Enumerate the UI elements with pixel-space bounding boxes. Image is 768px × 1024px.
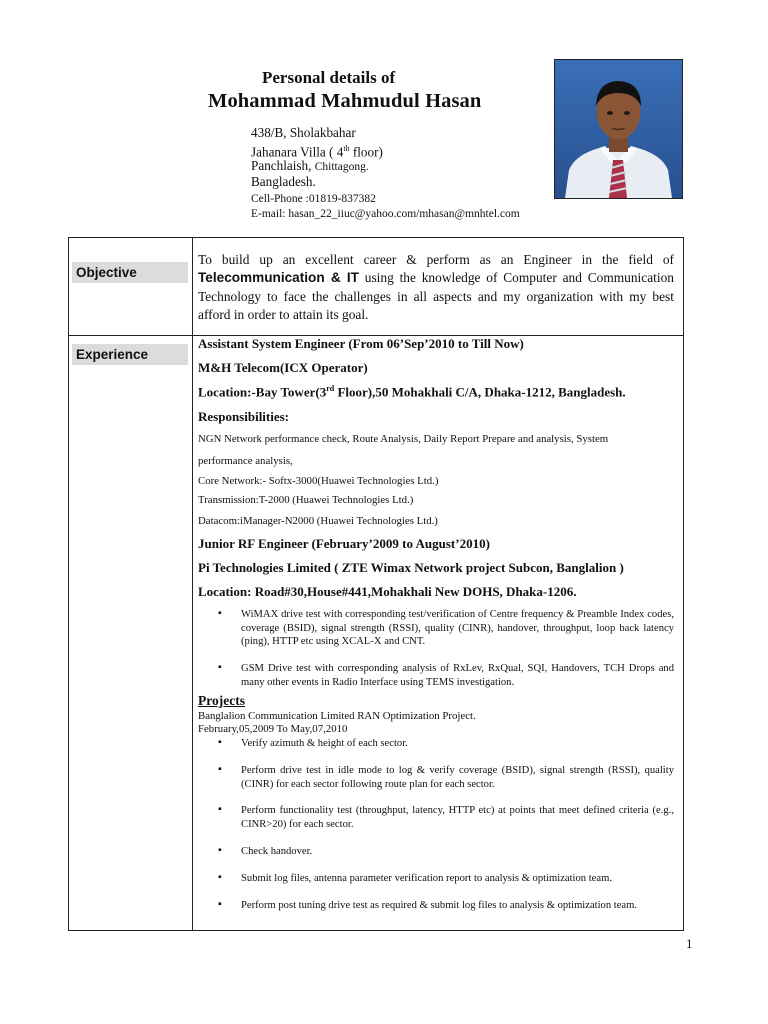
page-number: 1 bbox=[686, 936, 693, 951]
job2-bullet: WiMAX drive test with corresponding test/verification of Centre frequency & Preamble Index codes, coverage (BSID), signal strength (RSSI), quality (CINR), handover, throughput, loop back latency (ping), HTTP etc using XCAL-X and CNT. bbox=[241, 609, 674, 647]
objective-text: To build up an excellent career & perform as an Engineer in the field of Telecommunication & IT using the knowledge of Computer and Communication Technology to face the challenges in all aspects and my organization with my best afford in order to attain its goal. bbox=[198, 252, 674, 323]
job1-company: M&H Telecom(ICX Operator) bbox=[198, 360, 368, 375]
job1-resp-line: Transmission:T-2000 (Huawei Technologies Ltd.) bbox=[198, 494, 414, 506]
bullet-icon: ▪ bbox=[218, 662, 222, 673]
bullet-icon: ▪ bbox=[218, 804, 222, 815]
address-line-1: 438/B, Sholakbahar bbox=[251, 125, 356, 140]
column-divider bbox=[192, 237, 193, 930]
bullet-icon: ▪ bbox=[218, 872, 222, 883]
project-bullet: Perform post tuning drive test as required & submit log files to analysis & optimization team. bbox=[241, 900, 638, 911]
objective-label: Objective bbox=[72, 262, 188, 283]
job1-resp-line: performance analysis, bbox=[198, 455, 293, 467]
phone: Cell-Phone :01819-837382 bbox=[251, 193, 376, 205]
job1-title: Assistant System Engineer (From 06’Sep’2010 to Till Now) bbox=[198, 336, 524, 351]
experience-label: Experience bbox=[72, 344, 188, 365]
job1-responsibilities-label: Responsibilities: bbox=[198, 409, 290, 424]
email: E-mail: hasan_22_iiuc@yahoo.com/mhasan@mnhtel.com bbox=[251, 208, 520, 220]
bullet-icon: ▪ bbox=[218, 608, 222, 619]
address-line-2: Jahanara Villa ( 4th floor) bbox=[251, 144, 383, 160]
job2-title: Junior RF Engineer (February’2009 to August’2010) bbox=[198, 536, 490, 551]
profile-photo bbox=[554, 59, 683, 199]
job2-location: Location: Road#30,House#441,Mohakhali New DOHS, Dhaka-1206. bbox=[198, 584, 577, 599]
job1-resp-line: NGN Network performance check, Route Analysis, Daily Report Prepare and analysis, System bbox=[198, 433, 609, 445]
project-bullet: Verify azimuth & height of each sector. bbox=[241, 738, 408, 749]
project-bullet: Submit log files, antenna parameter verification report to analysis & optimization team. bbox=[241, 873, 612, 884]
address-line-3: Panchlaish, Chittagong. bbox=[251, 158, 369, 173]
address-line-4: Bangladesh. bbox=[251, 174, 316, 189]
projects-heading: Projects bbox=[198, 693, 245, 708]
project-bullet: Check handover. bbox=[241, 846, 313, 857]
candidate-name: Mohammad Mahmudul Hasan bbox=[208, 90, 482, 112]
header-title: Personal details of bbox=[262, 68, 396, 87]
project-bullet: Perform drive test in idle mode to log & verify coverage (BSID), signal strength (RSSI), quality (CINR) for each sector following route plan for each sector. bbox=[241, 765, 674, 790]
project-bullet: Perform functionality test (throughput, latency, HTTP etc) at points that meet defined criteria (e.g., CINR>20) for each sector. bbox=[241, 805, 674, 830]
bullet-icon: ▪ bbox=[218, 764, 222, 775]
project-name: Banglalion Communication Limited RAN Optimization Project. bbox=[198, 710, 476, 722]
bullet-icon: ▪ bbox=[218, 845, 222, 856]
job1-resp-line: Datacom:iManager-N2000 (Huawei Technologies Ltd.) bbox=[198, 515, 438, 527]
job2-bullet: GSM Drive test with corresponding analysis of RxLev, RxQual, SQI, Handovers, TCH Drops and many other events in Radio Interface using TEMS investigation. bbox=[241, 663, 674, 688]
job1-location: Location:-Bay Tower(3rd Floor),50 Mohakhali C/A, Dhaka-1212, Bangladesh. bbox=[198, 384, 626, 400]
project-dates: February,05,2009 To May,07,2010 bbox=[198, 723, 348, 735]
bullet-icon: ▪ bbox=[218, 737, 222, 748]
bullet-icon: ▪ bbox=[218, 899, 222, 910]
job1-resp-line: Core Network:- Softx-3000(Huawei Technologies Ltd.) bbox=[198, 475, 439, 487]
job2-company: Pi Technologies Limited ( ZTE Wimax Network project Subcon, Banglalion ) bbox=[198, 560, 624, 575]
